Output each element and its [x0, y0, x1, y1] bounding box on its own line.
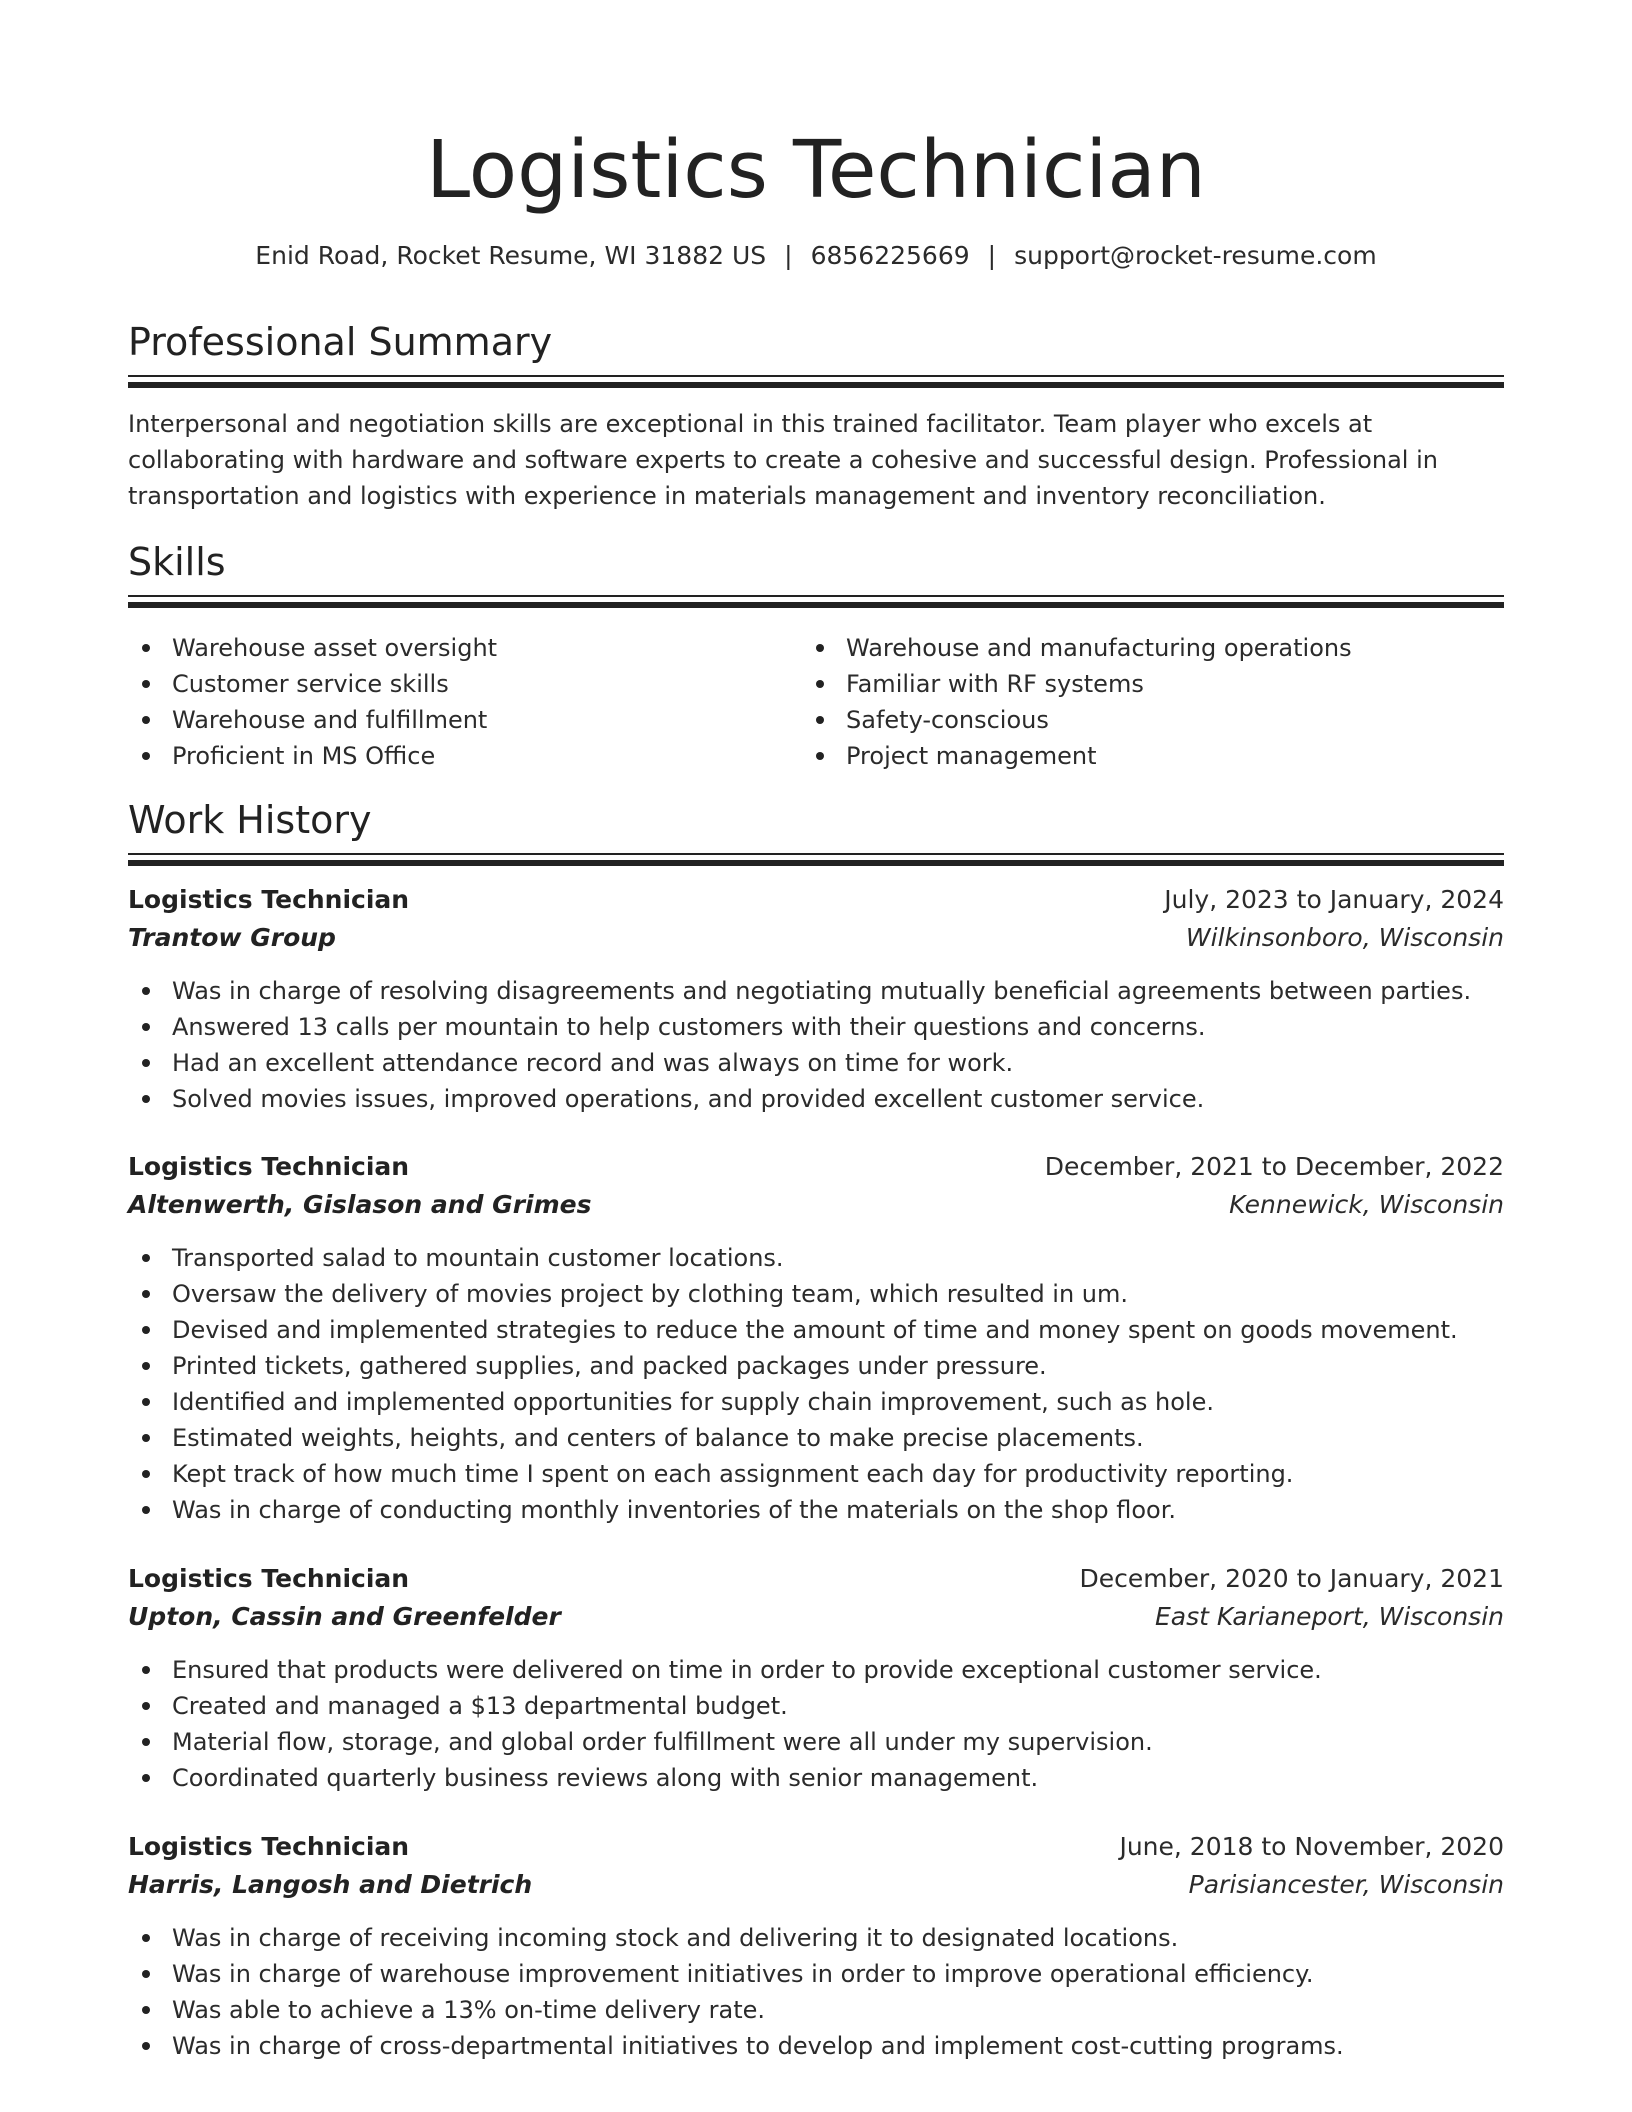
job-title: Logistics Technician	[128, 1832, 410, 1861]
job-duty-item: Was in charge of warehouse improvement initiatives in order to improve operational efficiency.	[128, 1956, 1504, 1992]
job-entry	[128, 1148, 1504, 1528]
job-header	[128, 1828, 1504, 1906]
skill-item: Project management	[802, 738, 1462, 774]
skill-item: Warehouse asset oversight	[128, 630, 788, 666]
section-title-summary: Professional Summary	[128, 320, 553, 364]
contact-address: Enid Road, Rocket Resume, WI 31882 US	[255, 241, 767, 270]
job-location: Wilkinsonboro, Wisconsin	[1185, 923, 1504, 952]
section-divider	[128, 853, 1504, 866]
job-duty-item: Coordinated quarterly business reviews along with senior management.	[128, 1760, 1504, 1796]
job-duty-item: Was in charge of conducting monthly inventories of the materials on the shop floor.	[128, 1492, 1504, 1528]
job-duty-item: Was in charge of cross-departmental initiatives to develop and implement cost-cutting programs.	[128, 2028, 1504, 2064]
section-title-work-history: Work History	[128, 798, 372, 842]
job-duty-item: Estimated weights, heights, and centers of balance to make precise placements.	[128, 1420, 1504, 1456]
job-duty-item: Was in charge of resolving disagreements and negotiating mutually beneficial agreements between parties.	[128, 973, 1504, 1009]
job-location: East Karianeport, Wisconsin	[1154, 1602, 1504, 1631]
job-duties-list	[128, 973, 1504, 1117]
skill-item: Familiar with RF systems	[802, 666, 1462, 702]
skill-item: Warehouse and fulfillment	[128, 702, 788, 738]
job-duty-item: Answered 13 calls per mountain to help customers with their questions and concerns.	[128, 1009, 1504, 1045]
job-duty-item: Was in charge of receiving incoming stock and delivering it to designated locations.	[128, 1920, 1504, 1956]
job-entry	[128, 1560, 1504, 1796]
job-duties-list	[128, 1240, 1504, 1528]
job-company: Altenwerth, Gislason and Grimes	[128, 1190, 592, 1219]
job-duty-item: Solved movies issues, improved operations, and provided excellent customer service.	[128, 1081, 1504, 1117]
contact-separator: |	[784, 241, 793, 270]
skill-item: Customer service skills	[128, 666, 788, 702]
job-title: Logistics Technician	[128, 1152, 410, 1181]
job-duty-item: Was able to achieve a 13% on-time delivery rate.	[128, 1992, 1504, 2028]
job-location: Kennewick, Wisconsin	[1229, 1190, 1504, 1219]
job-duties-list	[128, 1652, 1504, 1796]
job-duty-item: Transported salad to mountain customer locations.	[128, 1240, 1504, 1276]
job-dates: December, 2021 to December, 2022	[1044, 1152, 1504, 1181]
skill-item: Warehouse and manufacturing operations	[802, 630, 1462, 666]
job-duty-item: Had an excellent attendance record and was always on time for work.	[128, 1045, 1504, 1081]
job-duty-item: Printed tickets, gathered supplies, and packed packages under pressure.	[128, 1348, 1504, 1384]
section-title-skills: Skills	[128, 540, 226, 584]
contact-separator: |	[987, 241, 997, 270]
job-duties-list	[128, 1920, 1504, 2064]
job-company: Trantow Group	[128, 923, 336, 952]
job-header	[128, 1560, 1504, 1638]
skills-list-right	[802, 630, 1462, 774]
job-dates: July, 2023 to January, 2024	[1164, 885, 1504, 914]
job-duty-item: Identified and implemented opportunities for supply chain improvement, such as hole.	[128, 1384, 1504, 1420]
skills-column-left	[128, 630, 788, 774]
job-duty-item: Ensured that products were delivered on time in order to provide exceptional customer service.	[128, 1652, 1504, 1688]
job-duty-item: Kept track of how much time I spent on each assignment each day for productivity reporting.	[128, 1456, 1504, 1492]
skills-list-left	[128, 630, 788, 774]
job-entry	[128, 881, 1504, 1117]
job-duty-item: Material flow, storage, and global order fulfillment were all under my supervision.	[128, 1724, 1504, 1760]
job-title: Logistics Technician	[128, 885, 410, 914]
job-duty-item: Created and managed a $13 departmental budget.	[128, 1688, 1504, 1724]
job-duty-item: Oversaw the delivery of movies project by clothing team, which resulted in um.	[128, 1276, 1504, 1312]
section-divider	[128, 375, 1504, 388]
skill-item: Proficient in MS Office	[128, 738, 788, 774]
job-title: Logistics Technician	[128, 1564, 410, 1593]
resume-name: Logistics Technician	[426, 124, 1206, 216]
contact-email: support@rocket-resume.com	[1014, 241, 1377, 270]
job-company: Upton, Cassin and Greenfelder	[128, 1602, 561, 1631]
job-header	[128, 1148, 1504, 1226]
job-header	[128, 881, 1504, 959]
job-duty-item: Devised and implemented strategies to reduce the amount of time and money spent on goods movement.	[128, 1312, 1504, 1348]
section-divider	[128, 595, 1504, 608]
job-company: Harris, Langosh and Dietrich	[128, 1870, 533, 1899]
skill-item: Safety-conscious	[802, 702, 1462, 738]
job-entry	[128, 1828, 1504, 2064]
contact-phone: 6856225669	[810, 241, 970, 270]
skills-column-right	[802, 630, 1462, 774]
job-dates: December, 2020 to January, 2021	[1079, 1564, 1504, 1593]
job-dates: June, 2018 to November, 2020	[1119, 1832, 1504, 1861]
contact-line	[128, 236, 1504, 276]
summary-text: Interpersonal and negotiation skills are exceptional in this trained facilitator. Team player who excels at collaborating with hardware and software experts to create a cohesive and successful design. Professional in transportation and logistics with experience in materials management and inventory reconciliation.	[128, 410, 1438, 510]
job-location: Parisiancester, Wisconsin	[1188, 1870, 1504, 1899]
